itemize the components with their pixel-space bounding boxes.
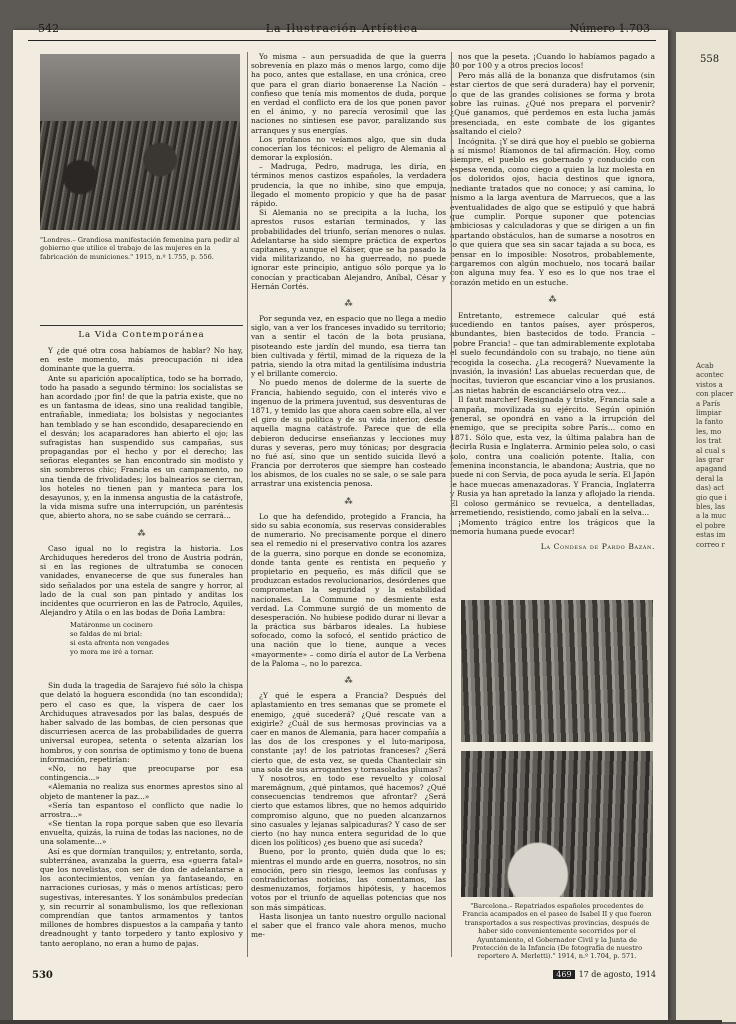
facing-page-line: con placer [696, 390, 734, 399]
paragraph: nos que la peseta. ¡Cuando lo habíamos pagado a 30 por 100 y a otros precios locos! [450, 52, 655, 71]
paragraph: «No, no hay que preocuparse por esa contingencia...» [40, 763, 243, 783]
facing-page-line: estas im [696, 531, 726, 540]
paragraph: Pero más allá de la bonanza que disfrutamos (sin estar ciertos de que será duradera) hay el porvenir, lo que de las grandes colisiones se forma y brota sobre las ruinas. ¿Qué nos prepara el porvenir? ¿Qué ganamos, qué perdemos en esta lucha jamás presenciada, en este combate de los gigantes asaltando el cielo? [450, 70, 655, 137]
issue-tag: 469 [553, 970, 574, 979]
poem-line: so faldas de mi brial: [70, 630, 143, 639]
facing-page-line: deral la [696, 474, 724, 483]
facing-page-line: Acab [696, 362, 714, 370]
poem-block [40, 617, 243, 681]
magazine-title: La Ilustración Artística [265, 22, 419, 35]
paragraph: Incógnita. ¡Y se dirá que hoy el pueblo se gobierna a sí mismo! Ríamonos de tal afirmación. Hoy, como siempre, el pueblo es gobernado y conducido con espesa venda, como ciego a quien la luz molesta en los doloridos ojos, hacia destinos que ignora, mediante tratados que no conoce; y así camina, lo mismo a la larga aventura de Marruecos, que a las eventualidades de algo que se estipuló y que habrá que cumplir. Porque suponer que potencias ambiciosas y calculadoras y que se dirigen a un fin apartando obstáculos, han de sumarse a nosotros en lo que quiera que sea sin sacar tajada a su boca, es pensar en lo imposible: Nosotros, probablemente, cargaremos con algún mochuelo, nos tocará bailar con alguna muy fea. Y eso es lo que nos trae el corazón metido en un estuche. [450, 136, 655, 287]
photo-caption-bottom: "Barcelona.– Repatriados españoles procedentes de Francia acampados en el paseo de Isabel II y que fueron transportados a sus respectivas provincias, después de haber sido convenientemente socorridos por el Ayuntamiento, el Gobernador Civil y la Junta de Protección de la Infancia (De fotografía de nuestro reportero A. Merletti)." 1914, n.º 1.704, p. 571. [462, 902, 652, 961]
column-rule [247, 52, 248, 957]
page-footer [28, 966, 656, 986]
column-rule [451, 52, 452, 957]
paragraph: «Alemania no realiza sus enormes aprestos sino al objeto de mantener la paz...» [40, 782, 243, 801]
paragraph: Sin duda la tragedia de Sarajevo fué sólo la chispa que delató la hoguera escondida (no tan escondida); pero el caso es que, la víspera de caer los Archiduques atravesados por las balas, después de haber salvado de las bombas, de cien personas que discurriesen acerca de las probabilidades de guerra universal europea, setenta o setenta alzarían los hombros, y con sonrisa de optimismo y tono de buena información, repetirían: [40, 681, 243, 764]
issue-number: Número 1.703 [569, 22, 650, 35]
column-3 [450, 52, 655, 552]
facing-page-line: a París [696, 399, 721, 408]
paragraph: Así es que dormían tranquilos; y, entretanto, sorda, subterránea, avanzaba la guerra, esa «guerra fatal» que los novelistas, con ser de don de adelantarse a los acontecimientos, venían ya fantaseando, en narraciones curiosas, y más o menos artísticas; pero sugestivas, interesantes. Y los sonámbulos predecían y, sin recurrir al sonambulismo, los que reflexionan comprendían que tantos armamentos y tantos millones de hombres dispuestos a la campaña y tanto dreadnought y tanto torpedero y tanto explosivo y tanto aeroplano, no eran a humo de pajas. [40, 846, 243, 948]
paragraph: Yo misma – aun persuadida de que la guerra sobrevenía en plazo más o menos largo, como dije ha poco, antes que estallase, en una crónica, creo que para el gran diario bonaerense La Nación – confieso que tenía mis momentos de duda, porque en verdad el conflicto era de los que ponen pavor en el ánimo, y no parecía verosímil que las naciones no sintiesen ese pavor, paralizando sus arranques y sus energías. [251, 52, 446, 135]
paragraph: «Sería tan espantoso el conflicto que nadie lo arrostra...» [40, 800, 243, 819]
paragraph: «Se tientan la ropa porque saben que eso llevaría envuelta, quizás, la ruina de todas las naciones, no de una solamente...» [40, 819, 243, 847]
paragraph: No puedo menos de dolerme de la suerte de Francia, habiendo seguido, con el interés vivo e ingenuo de la primera juventud, sus desventuras de 1871, y temido las que ahora caen sobre ella, al ver el giro de su política y de su vida interior, desde aquella magna catástrofe. Parece que de ella debieron deducirse enseñanzas y lecciones muy duras y severas, pero muy tónicas; por desgracia no fué así, sino que un sentido suicida llevó a Francia por derroteros que siempre han costeado los abismos, de los cuales no se sale, o se sale para arrastrar una existencia penosa. [251, 378, 446, 489]
poem-line: yo mora me iré a tornar. [70, 648, 154, 657]
facing-page-line: gio que i [696, 493, 727, 502]
paragraph: ¡Momento trágico entre los trágicos que la memoria humana puede evocar! [450, 517, 655, 536]
facing-page-line: a la muc [696, 512, 727, 521]
facing-page-line: apagand [696, 465, 727, 474]
facing-page-line: acontec [696, 371, 724, 380]
column-2 [251, 52, 446, 939]
paragraph: Il faut marcher! Resignada y triste, Francia sale a campaña, movilizada su ejército. Según opinión general, se opondrá en vano a la irrupción del enemigo, que se precipita sobre París... como en 1871. Sólo que, esta vez, la última palabra han de decirla Rusia e Inglaterra. Arminio pelea solo, o casi solo, contra una coalición potente. Italia, con femenina inconstancia, le abandona; Austria, que no puede ni con Servia, de poca ayuda le sería. El Japón le hace muecas amenazadoras. Y Francia, Inglaterra y Rusia ya han apretado la lanza y aflojado la rienda. El coloso germánico se revuelca, a dentelladas, arremetiendo, resistiendo, como jabalí en la selva... [450, 395, 655, 518]
facing-page-line: al cual s [696, 446, 726, 455]
facing-page-line: la fanto [696, 418, 723, 427]
facing-page-line: bles, las [696, 503, 725, 511]
asterism: ⁂ [344, 676, 353, 685]
paragraph: Lo que ha defendido, protegido a Francia, ha sido su sabia economía, sus reservas considerables de numerario. No precisamente porque el dinero sea el remedio ni el preservativo contra los azares de la guerra, sino porque en donde se economiza, donde tanta gente es rentista en pequeño y propietario en pequeño, es más difícil que se produzcan estados revolucionarios, desórdenes que comprometan la seguridad y la estabilidad nacionales. La Commune no desmiente esta verdad. La Commune surgió de un momento de desesperación. No hubiese podido durar ni llevar a la práctica sus bárbaros ideales. La hubiese sofocado, como la sofocó, el sentido práctico de una nación que lo tiene, aunque a veces «mayormente» – como diría el autor de La Verbena de la Paloma –, no lo parezca. [251, 511, 446, 668]
asterism: ⁂ [344, 496, 353, 506]
page-header [28, 20, 656, 41]
paragraph: Y nosotros, en todo ese revuelto y colosal maremágnum, ¿qué pintamos, qué hacemos? ¿Qué consecuencias tendremos que afrontar? ¿Será cierto que estamos libres, que no hemos adquirido compromiso alguno, que no pueden alcanzarnos sino casuales y lejanas salpicaduras? Y caso de ser cierto (no hay nunca entera seguridad de lo que dicen los políticos) ¿es bueno que así suceda? [251, 773, 446, 848]
paragraph: Bueno, por lo pronto, quién duda que lo es; mientras el mundo arde en guerra, nosotros, no sin emoción, pero sin riesgo, leemos las confusas y contradictorias noticias, las comentamos, las desmenuzamos, forjamos hipótesis, y hacemos votos por el triunfo de aquellas potencias que nos son más simpáticas. [251, 847, 446, 912]
asterism: ⁂ [137, 528, 146, 538]
facing-page-line: limpiar [696, 409, 722, 417]
paragraph: ¿Y qué le espera a Francia? Después del aplastamiento en tres semanas que se promete el enemigo, ¿qué sucederá? ¿Qué rescate van a exigirle? ¿Cuál de sus hermosas provincias va a caer en manos de Alemania, para hacer compañía a las dos de los crespones y el luto-mariposa, constante ¡ay! de los patriotas franceses? ¿Será cierto que, de esta vez, se queda Chanteclair sin una sola de sus arrogantes y tornasoladas plumas? [251, 691, 446, 774]
facing-page-line: das) act [696, 484, 725, 493]
author-signature: La Condesa de Pardo Bazán. [540, 542, 655, 552]
section-divider [40, 325, 243, 326]
facing-page-number: 558 [700, 54, 720, 65]
paragraph: Caso igual no lo registra la historia. Los Archiduques herederos del trono de Austria podrán, si en las regiones de ultratumba se conocen vanidades, envanecerse de que sus funerales han sido señalados por una estela de sangre y horror, al lado de la cual son pan pintado y anditas los incidentes que ocurrieron en las de Patroclo, Aquiles, Alejandro y Atila o en las bodas de Doña Lambra: [40, 543, 243, 618]
footer-date [553, 970, 656, 979]
facing-page-line: correo r [696, 540, 725, 549]
paragraph: Si Alemania no se precipita a la lucha, los aprestos rusos estarían terminados, y las probabilidades del triunfo, serían menores o nulas. Adelantarse ha sido siempre práctica de expertos capitanes, y aunque el Káiser, que se ha pasado la vida militarizando, no ha guerreado, no puede ignorar este principio, antiguo sólo porque ya lo conocían y practicaban Alejandro, Aníbal, César y Hernán Cortés. [251, 208, 446, 291]
paragraph: Hasta lisonjea un tanto nuestro orgullo nacional el saber que el franco vale ahora menos, mucho me- [251, 911, 446, 940]
paragraph: Ante su aparición apocalíptica, todo se ha borrado, todo ha pasado a segundo término: los socialistas se han acordado ¡por fin! de que la patria existe, que no es un fantasma de ideas, sino una realidad tangible, entrañable, inmediata; los bolsistas y negociantes han temblado y se han escondido, desapareciendo en el desván; los acaparadores han abierto el ojo; las sufragistas han suspendido sus campañas, sus propagandas por el hecho y por el derecho; las señoras elegantes se han encontrado sin modisto y sin sombreros chic; Francia es un campamento, no una tienda de frivolidades; los balnearios se cierran, los hoteles no tienen pan y manteca para los desayunos, y, en la inmensa angustia de la catástrofe, la vida misma sufre una interrupción, un paréntesis que, abierto ahora, no se sabe cuándo se cerrará... [40, 373, 243, 521]
barcelona-repatriates-photo-1 [461, 600, 653, 742]
facing-page-line: vistos a [696, 380, 723, 389]
paragraph: Por segunda vez, en espacio que no llega a medio siglo, van a ver los franceses invadido su territorio; van a sentir el tacón de la bota prusiana, pisoteando este jardín del mundo, esa tierra tan bien cultivada y fértil, mimad de la riqueza de la patria, siendo la otra mitad la gentilísima industria y el brillante comercio. [251, 314, 446, 379]
page-number: 542 [38, 22, 59, 35]
facing-page-line: les, mo [696, 427, 722, 436]
paragraph: Entretanto, estremece calcular qué está sucediendo en tantos países, ayer prósperos, abundantes, bien bastecidos de todo. Francia – ¡pobre Francia! – que tan admirablemente explotaba el suelo fecundándolo con su trabajo, no tiene aún recogida la cosecha. ¿La recogerá? Nuevamente la invasión, la invasión! Las abuelas recuerdan que, de mocitas, tuvieron que escanciar vino a los prusianos. Las nietas habrán de escanciárselo otra vez... [450, 310, 655, 395]
facing-page-line: los trat [696, 437, 722, 446]
scan-edge [0, 1020, 722, 1024]
issue-date: 17 de agosto, 1914 [578, 970, 656, 979]
facing-page [676, 32, 736, 1022]
facing-page-line: las grar [696, 456, 724, 464]
poem-line: Matáronme un cocinero [70, 621, 153, 630]
paragraph: Y ¿de qué otra cosa habíamos de hablar? No hay, en este momento, más preocupación ni idea dominante que la guerra. [40, 346, 243, 374]
facing-page-line: el pobre [696, 521, 726, 530]
paragraph: Los profanos no veíamos algo, que sin duda conocerían los técnicos: el peligro de Alemania al demorar la explosión. [251, 134, 446, 163]
poem-line: si esta afrenta non vengades [70, 639, 169, 648]
asterism: ⁂ [548, 295, 557, 305]
footer-page-number: 530 [32, 970, 53, 981]
asterism: ⁂ [344, 298, 353, 308]
barcelona-repatriates-photo-2 [461, 751, 653, 897]
column-1 [40, 346, 243, 948]
london-demonstration-photo [40, 54, 240, 230]
photo-caption-top: "Londres.– Grandiosa manifestación femenina para pedir al gobierno que utilice el trabajo de las mujeres en la fabricación de municiones." 1915, n.º 1.755, p. 556. [40, 236, 240, 261]
section-title: La Vida Contemporánea [78, 330, 205, 340]
paragraph: – Madruga, Pedro, madruga, les diría, en términos menos castizos españoles, la verdadera prudencia, la que no inhibe, sino que empuja, llegado el momento propicio y que ha de pasar rápido. [251, 162, 446, 208]
